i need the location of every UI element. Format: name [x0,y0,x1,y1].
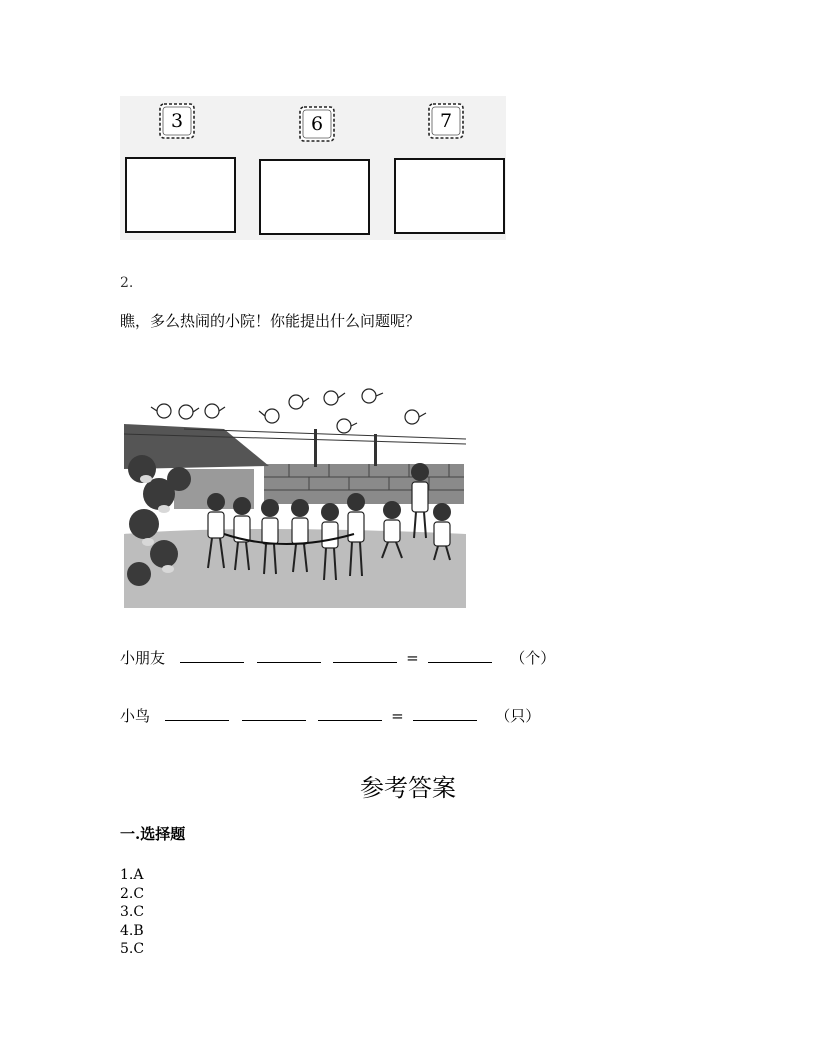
question-text: 瞧，多么热闹的小院！你能提出什么问题呢？ [120,312,421,330]
blank-field[interactable] [413,706,477,721]
fill-line-label: 小朋友 [120,649,166,667]
blank-field[interactable] [257,648,321,663]
equals-sign: = [406,649,419,667]
number-tag [297,104,337,144]
number-tag [157,101,197,141]
answer-item: 2.C [120,885,145,902]
answer-item: 3.C [120,904,145,920]
answer-key-title: 参考答案 [360,774,456,802]
answer-box [394,158,505,234]
answer-box [125,157,236,233]
blank-field[interactable] [165,706,229,721]
fill-line-children [120,647,555,668]
number-boxes-figure [120,96,506,240]
unit-label: （只） [495,707,541,725]
unit-label: （个） [510,649,556,667]
section-title: 一.选择题 [120,825,186,843]
blank-field[interactable] [180,648,244,663]
fill-line-birds [120,705,540,726]
courtyard-illustration [124,384,466,608]
question-number: 2. [120,275,134,291]
blank-field[interactable] [428,648,492,663]
blank-field[interactable] [242,706,306,721]
answer-item: 5.C [120,941,145,957]
equals-sign: = [391,707,404,725]
answer-list [120,866,144,959]
answer-box [259,159,370,235]
answer-item: 1.A [120,867,144,883]
number-tag-value: 6 [310,113,324,135]
number-tag [426,101,466,141]
blank-field[interactable] [318,706,382,721]
fill-line-label: 小鸟 [120,707,151,725]
answer-item: 4.B [120,922,144,939]
blank-field[interactable] [333,648,397,663]
number-tag-value: 3 [170,110,184,132]
number-tag-value: 7 [439,110,453,132]
